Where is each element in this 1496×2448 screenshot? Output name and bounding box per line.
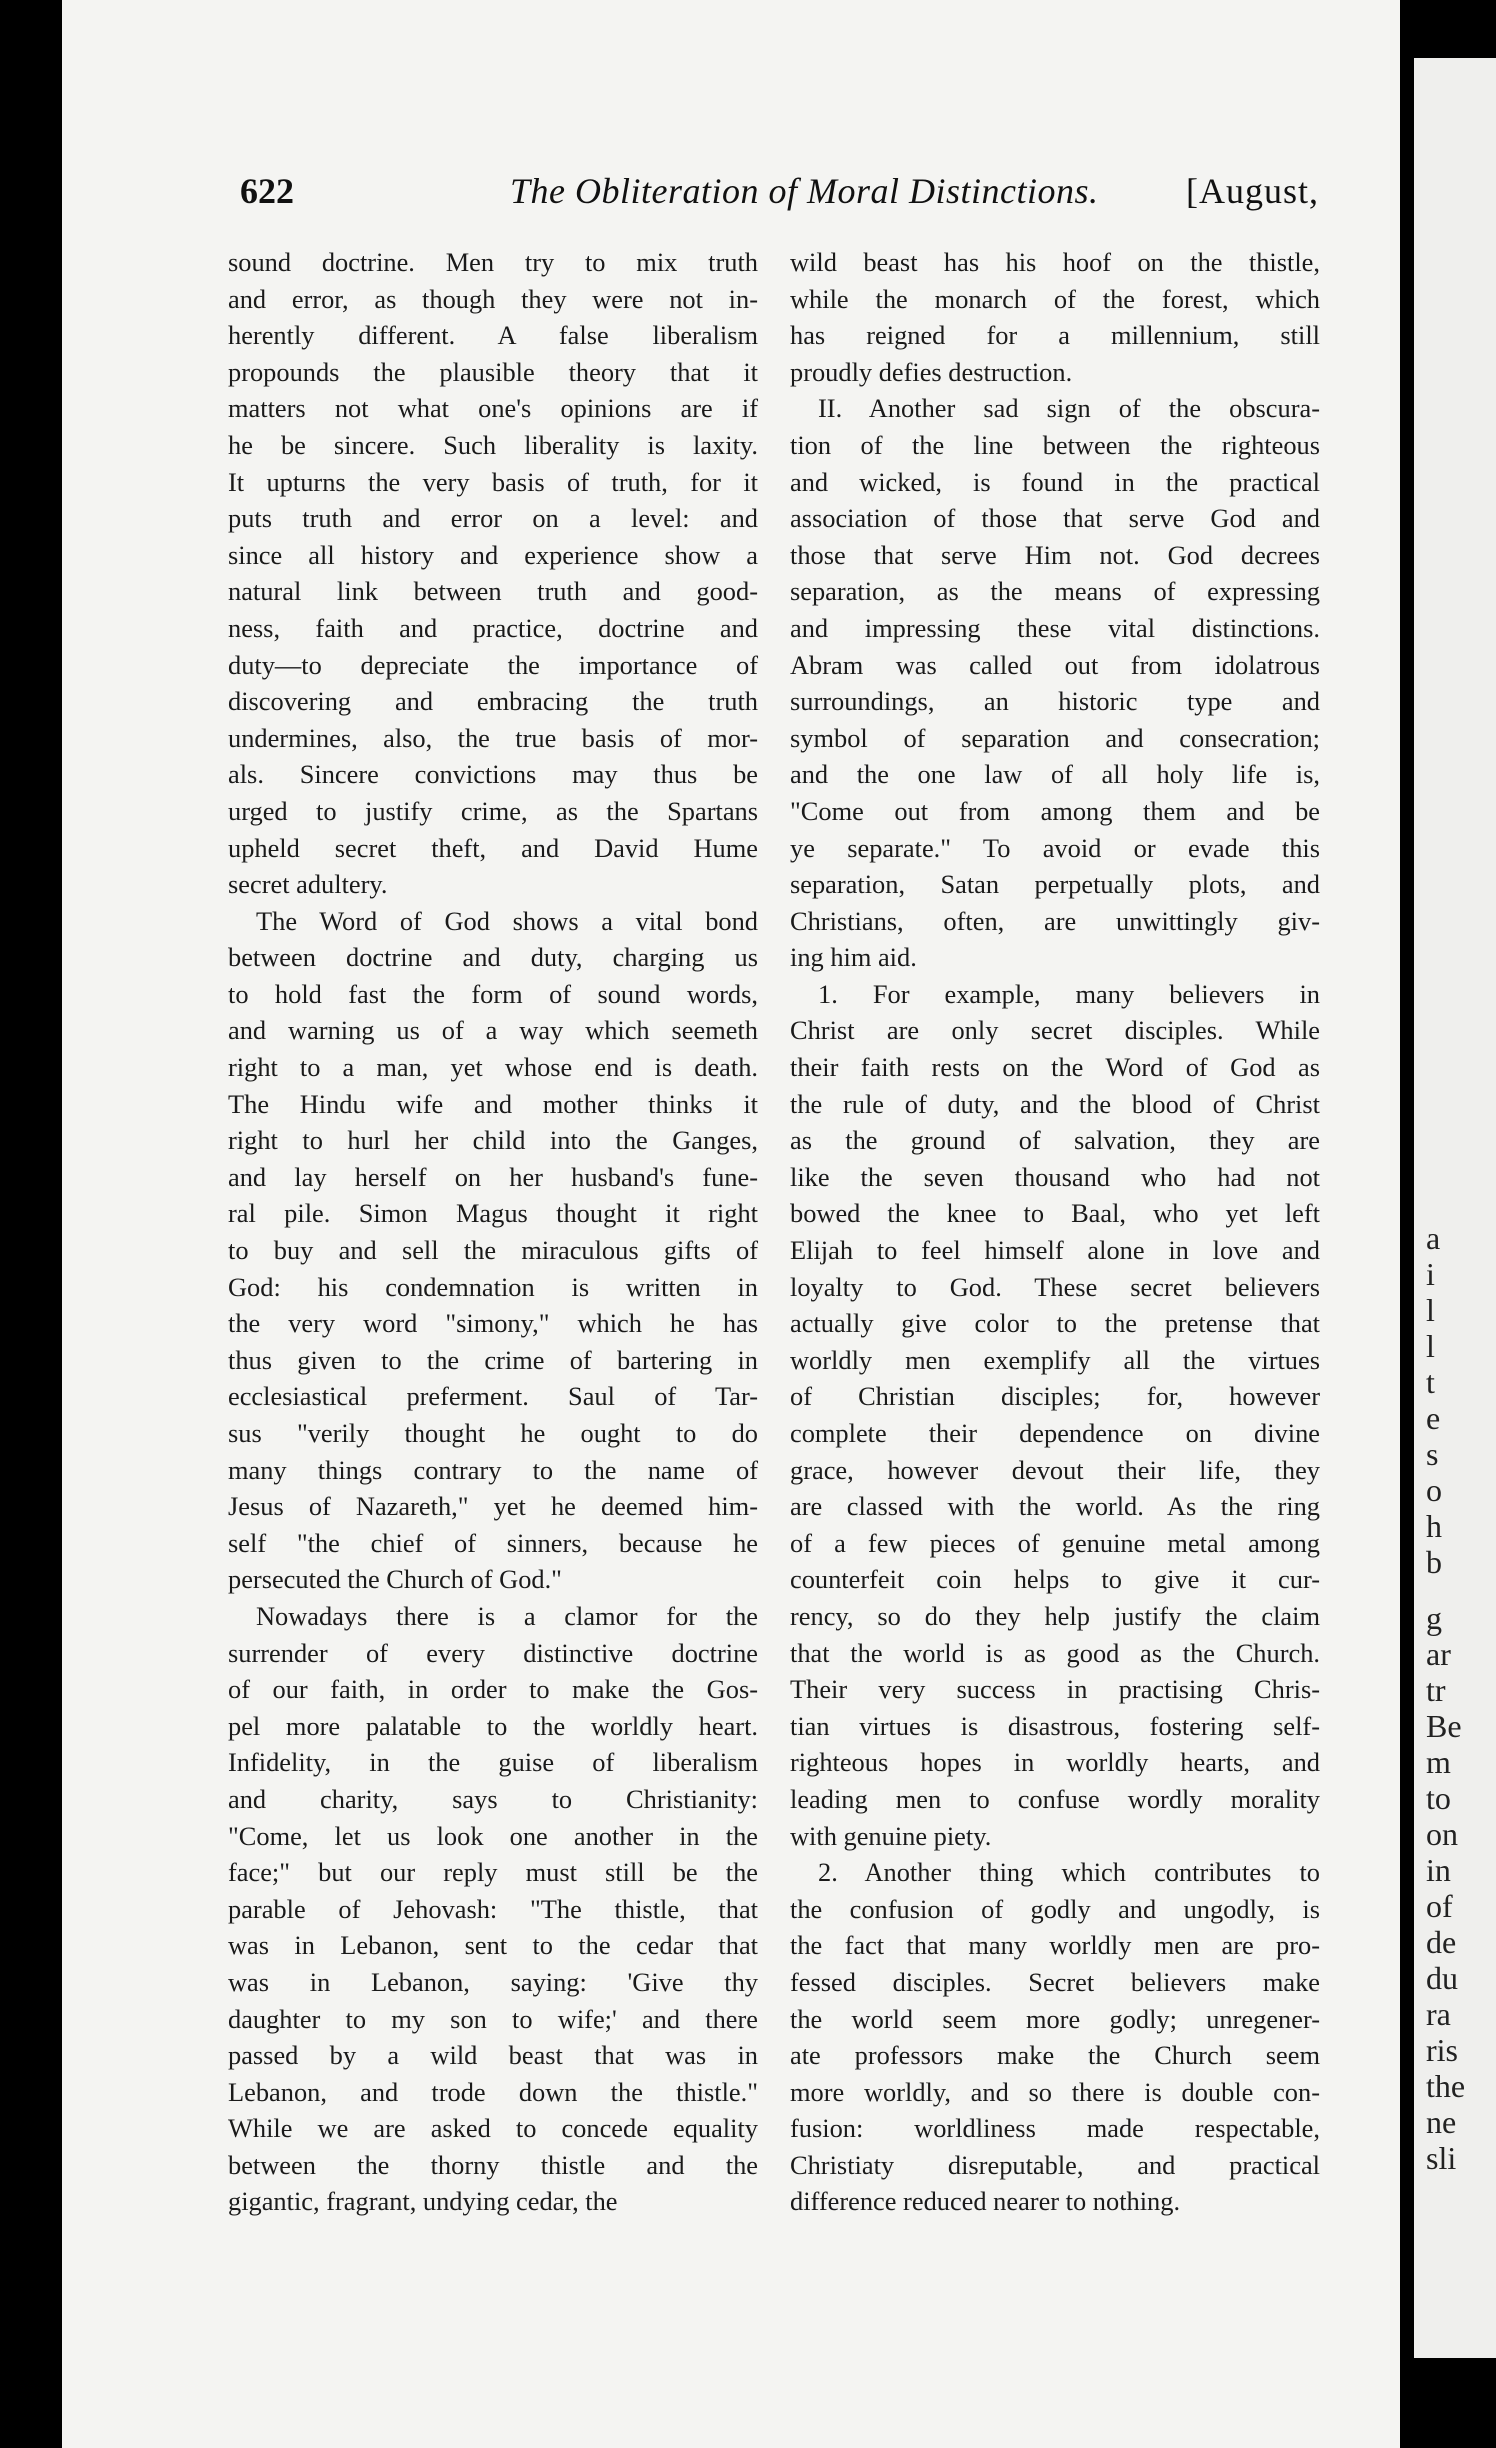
left-column-line: Lebanon, and trode down the thistle." bbox=[228, 2076, 758, 2107]
right-column-line: of Christian disciples; for, however bbox=[790, 1381, 1320, 1412]
left-column-line: right to hurl her child into the Ganges, bbox=[228, 1125, 758, 1156]
left-column-line: discovering and embracing the truth bbox=[228, 686, 758, 717]
right-column-line: like the seven thousand who had not bbox=[790, 1161, 1320, 1192]
right-column-line: those that serve Him not. God decrees bbox=[790, 539, 1320, 570]
right-column-line: separation, Satan perpetually plots, and bbox=[790, 869, 1320, 900]
right-column-line: fusion: worldliness made respectable, bbox=[790, 2113, 1320, 2144]
left-column-line: undermines, also, the true basis of mor- bbox=[228, 722, 758, 753]
left-column bbox=[228, 244, 758, 2220]
right-column-line: counterfeit coin helps to give it cur- bbox=[790, 1564, 1320, 1595]
right-column-line: Christians, often, are unwittingly giv- bbox=[790, 905, 1320, 936]
left-column-line: since all history and experience show a bbox=[228, 539, 758, 570]
right-column-line: association of those that serve God and bbox=[790, 503, 1320, 534]
left-column-line: he be sincere. Such liberality is laxity. bbox=[228, 429, 758, 460]
right-column-line: symbol of separation and consecration; bbox=[790, 722, 1320, 753]
right-column-line: the confusion of godly and ungodly, is bbox=[790, 1893, 1320, 1924]
facing-page-edge bbox=[1414, 58, 1496, 2358]
facing-page-fragment: Be bbox=[1426, 1708, 1462, 1744]
right-column-line: wild beast has his hoof on the thistle, bbox=[790, 247, 1320, 277]
right-column-line: 1. For example, many believers in bbox=[818, 978, 1320, 1009]
left-column-line: thus given to the crime of bartering in bbox=[228, 1344, 758, 1375]
left-column-line: herently different. A false liberalism bbox=[228, 320, 758, 351]
right-column-line: the rule of duty, and the blood of Christ bbox=[790, 1088, 1320, 1119]
right-column-line: 2. Another thing which contributes to bbox=[818, 1857, 1320, 1888]
left-column-line: face;" but our reply must still be the bbox=[228, 1857, 758, 1888]
running-month: [August, bbox=[1186, 171, 1319, 211]
left-column-line: persecuted the Church of God." bbox=[228, 1564, 562, 1595]
right-column-line: separation, as the means of expressing bbox=[790, 576, 1320, 607]
right-column-line: the world seem more godly; unregener- bbox=[790, 2003, 1320, 2034]
facing-page-fragment: the bbox=[1426, 2068, 1466, 2104]
left-column-line: God: his condemnation is written in bbox=[228, 1271, 758, 1302]
right-column-line: loyalty to God. These secret believers bbox=[790, 1271, 1320, 1302]
facing-page-fragment: g bbox=[1426, 1600, 1442, 1636]
running-header bbox=[240, 170, 1400, 220]
facing-page-fragment: sli bbox=[1426, 2140, 1457, 2176]
left-column-line: upheld secret theft, and David Hume bbox=[228, 832, 758, 863]
facing-page-fragment: on bbox=[1426, 1816, 1458, 1852]
right-column-line: are classed with the world. As the ring bbox=[790, 1491, 1320, 1522]
right-column-line: II. Another sad sign of the obscura- bbox=[818, 393, 1320, 424]
left-column-line: It upturns the very basis of truth, for it bbox=[228, 466, 758, 497]
left-column-line: passed by a wild beast that was in bbox=[228, 2040, 758, 2071]
left-column-line: the very word "simony," which he has bbox=[228, 1308, 758, 1339]
right-column bbox=[790, 244, 1320, 2220]
right-column-line: Christ are only secret disciples. While bbox=[790, 1015, 1320, 1046]
right-column-line: Elijah to feel himself alone in love and bbox=[790, 1235, 1320, 1266]
right-column-line: difference reduced nearer to nothing. bbox=[790, 2186, 1181, 2217]
facing-page-fragment: to bbox=[1426, 1780, 1451, 1816]
page-number: 622 bbox=[240, 171, 294, 211]
left-column-line: right to a man, yet whose end is death. bbox=[228, 1052, 758, 1083]
left-column-line: propounds the plausible theory that it bbox=[228, 356, 758, 387]
left-column-line: parable of Jehovash: "The thistle, that bbox=[228, 1893, 758, 1924]
right-column-line: of a few pieces of genuine metal among bbox=[790, 1527, 1320, 1558]
right-column-line: that the world is as good as the Church. bbox=[790, 1637, 1320, 1668]
left-column-line: The Hindu wife and mother thinks it bbox=[228, 1088, 758, 1119]
facing-page-fragment: in bbox=[1426, 1852, 1451, 1888]
left-column-line: between doctrine and duty, charging us bbox=[228, 942, 758, 973]
facing-page-fragment: ne bbox=[1426, 2104, 1457, 2140]
left-column-line: to buy and sell the miraculous gifts of bbox=[228, 1235, 758, 1266]
right-column-line: leading men to confuse wordly morality bbox=[790, 1783, 1320, 1814]
right-column-line: ate professors make the Church seem bbox=[790, 2040, 1320, 2071]
right-column-line: "Come out from among them and be bbox=[790, 795, 1320, 826]
right-column-line: Their very success in practising Chris- bbox=[790, 1674, 1320, 1705]
right-column-line: surroundings, an historic type and bbox=[790, 686, 1320, 717]
facing-page-fragment: l bbox=[1426, 1328, 1435, 1364]
right-column-line: the fact that many worldly men are pro- bbox=[790, 1930, 1320, 1961]
right-column-line: ing him aid. bbox=[790, 942, 917, 973]
right-column-line: complete their dependence on divine bbox=[790, 1418, 1320, 1448]
left-column-line: While we are asked to concede equality bbox=[228, 2113, 758, 2144]
right-column-line: while the monarch of the forest, which bbox=[790, 283, 1320, 314]
right-column-line: righteous hopes in worldly hearts, and bbox=[790, 1747, 1320, 1778]
left-column-line: Infidelity, in the guise of liberalism bbox=[228, 1747, 758, 1778]
left-column-line: and lay herself on her husband's fune- bbox=[228, 1161, 758, 1192]
right-column-line: as the ground of salvation, they are bbox=[790, 1125, 1320, 1156]
left-column-line: urged to justify crime, as the Spartans bbox=[228, 795, 758, 826]
left-column-line: Nowadays there is a clamor for the bbox=[256, 1600, 758, 1631]
right-column-line: worldly men exemplify all the virtues bbox=[790, 1344, 1320, 1375]
right-column-line: actually give color to the pretense that bbox=[790, 1308, 1320, 1339]
facing-page-fragment: ra bbox=[1426, 1996, 1451, 2032]
left-column-line: and error, as though they were not in- bbox=[228, 283, 758, 314]
left-column-line: duty—to depreciate the importance of bbox=[228, 649, 758, 680]
facing-page-fragment: s bbox=[1426, 1436, 1439, 1472]
left-column-line: many things contrary to the name of bbox=[228, 1454, 758, 1485]
facing-page-fragment: t bbox=[1426, 1364, 1435, 1400]
left-column-line: and charity, says to Christianity: bbox=[228, 1783, 758, 1814]
right-column-line: has reigned for a millennium, still bbox=[790, 320, 1320, 351]
right-column-line: more worldly, and so there is double con- bbox=[790, 2076, 1320, 2107]
left-column-line: "Come, let us look one another in the bbox=[228, 1820, 758, 1851]
right-column-line: tian virtues is disastrous, fostering self- bbox=[790, 1710, 1320, 1741]
right-column-line: Abram was called out from idolatrous bbox=[790, 649, 1320, 680]
left-column-line: ecclesiastical preferment. Saul of Tar- bbox=[228, 1381, 758, 1412]
left-column-line: surrender of every distinctive doctrine bbox=[228, 1637, 758, 1668]
right-column-line: rency, so do they help justify the claim bbox=[790, 1600, 1320, 1631]
left-column-line: The Word of God shows a vital bond bbox=[256, 905, 758, 936]
facing-page-fragment: du bbox=[1426, 1960, 1458, 1996]
left-column-line: ness, faith and practice, doctrine and bbox=[228, 612, 758, 643]
facing-page-fragment: l bbox=[1426, 1292, 1435, 1328]
facing-page-fragment: a bbox=[1426, 1220, 1441, 1256]
left-column-line: to hold fast the form of sound words, bbox=[228, 978, 758, 1009]
left-column-line: gigantic, fragrant, undying cedar, the bbox=[228, 2186, 618, 2217]
facing-page-fragment: i bbox=[1426, 1256, 1435, 1292]
left-column-line: daughter to my son to wife;' and there bbox=[228, 2003, 758, 2034]
left-column-line: sound doctrine. Men try to mix truth bbox=[228, 247, 758, 277]
left-column-line: sus "verily thought he ought to do bbox=[228, 1418, 758, 1448]
facing-page-fragment: de bbox=[1426, 1924, 1457, 1960]
facing-page-fragment: b bbox=[1426, 1544, 1442, 1580]
left-column-line: self "the chief of sinners, because he bbox=[228, 1527, 758, 1558]
left-column-line: and warning us of a way which seemeth bbox=[228, 1015, 758, 1046]
facing-page-fragment: tr bbox=[1426, 1672, 1446, 1708]
left-column-line: ral pile. Simon Magus thought it right bbox=[228, 1198, 758, 1229]
left-column-line: Jesus of Nazareth," yet he deemed him- bbox=[228, 1491, 758, 1522]
right-column-line: with genuine piety. bbox=[790, 1820, 992, 1851]
right-column-line: grace, however devout their life, they bbox=[790, 1454, 1320, 1485]
left-column-line: was in Lebanon, sent to the cedar that bbox=[228, 1930, 758, 1961]
left-column-line: natural link between truth and good- bbox=[228, 576, 758, 607]
left-column-line: als. Sincere convictions may thus be bbox=[228, 759, 758, 790]
facing-page-fragment: e bbox=[1426, 1400, 1441, 1436]
right-column-line: fessed disciples. Secret believers make bbox=[790, 1966, 1320, 1997]
right-column-line: and the one law of all holy life is, bbox=[790, 759, 1320, 790]
right-column-line: and wicked, is found in the practical bbox=[790, 466, 1320, 497]
right-column-line: Christiaty disreputable, and practical bbox=[790, 2149, 1320, 2180]
left-column-line: secret adultery. bbox=[228, 869, 388, 900]
right-column-line: their faith rests on the Word of God as bbox=[790, 1052, 1320, 1083]
facing-page-fragment: of bbox=[1426, 1888, 1453, 1924]
running-title: The Obliteration of Moral Distinctions. bbox=[510, 171, 1099, 211]
left-column-line: pel more palatable to the worldly heart. bbox=[228, 1710, 758, 1741]
facing-page-fragment: m bbox=[1426, 1744, 1451, 1780]
left-column-line: matters not what one's opinions are if bbox=[228, 393, 758, 424]
left-column-line: of our faith, in order to make the Gos- bbox=[228, 1674, 758, 1705]
facing-page-fragment: ar bbox=[1426, 1636, 1451, 1672]
left-column-line: was in Lebanon, saying: 'Give thy bbox=[228, 1966, 758, 1997]
left-column-line: between the thorny thistle and the bbox=[228, 2149, 758, 2180]
facing-page-fragment: ris bbox=[1426, 2032, 1458, 2068]
right-column-line: ye separate." To avoid or evade this bbox=[790, 832, 1320, 863]
right-column-line: and impressing these vital distinctions. bbox=[790, 612, 1320, 643]
facing-page-fragment: h bbox=[1426, 1508, 1442, 1544]
right-column-line: proudly defies destruction. bbox=[790, 356, 1073, 387]
right-column-line: tion of the line between the righteous bbox=[790, 429, 1320, 460]
right-column-line: bowed the knee to Baal, who yet left bbox=[790, 1198, 1320, 1229]
left-column-line: puts truth and error on a level: and bbox=[228, 503, 758, 534]
facing-page-fragment: o bbox=[1426, 1472, 1442, 1508]
